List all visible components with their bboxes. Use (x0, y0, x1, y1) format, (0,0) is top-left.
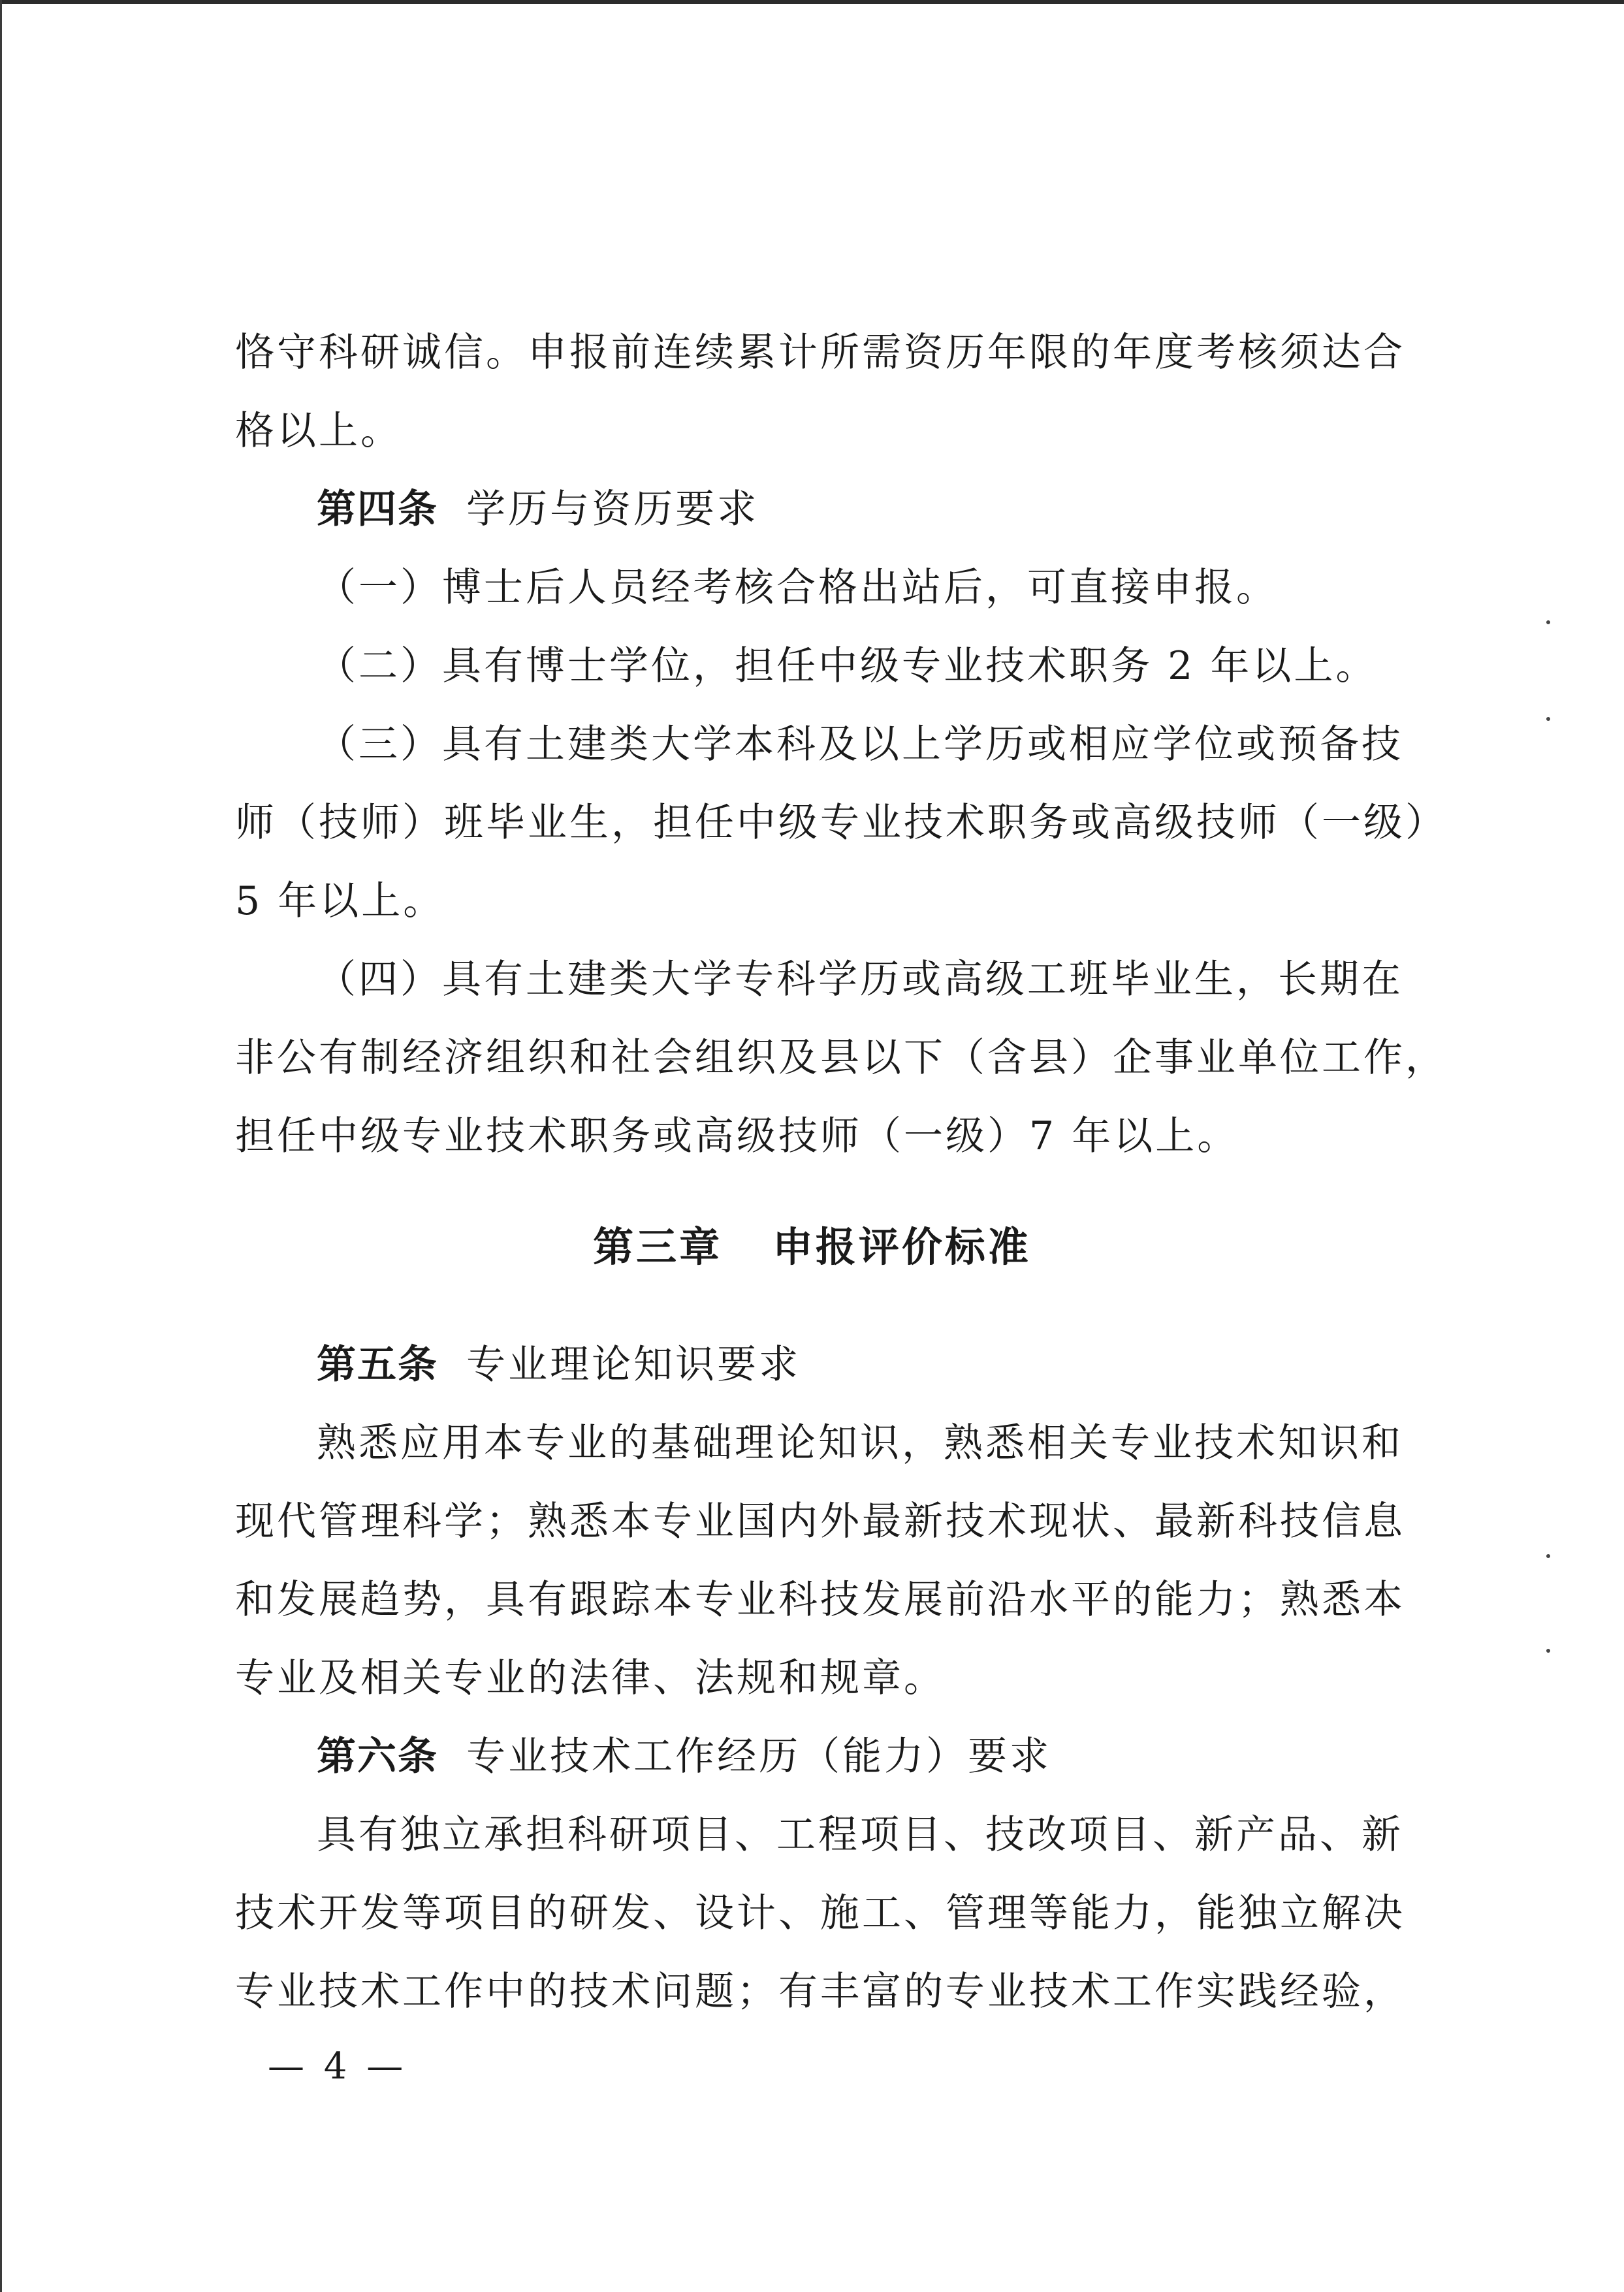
page-number: — 4 — (268, 2045, 407, 2088)
article6-line: 专业技术工作中的技术问题；有丰富的专业技术工作实践经验， (235, 1969, 1405, 2014)
article4-label: 第四条 (317, 486, 438, 532)
body-line: 格以上。 (235, 408, 402, 454)
scan-speck (1546, 1554, 1550, 1558)
chapter-heading (0, 1221, 1624, 1273)
article5-title: 专业理论知识要求 (466, 1342, 801, 1388)
article5-line: 和发展趋势，具有跟踪本专业科技发展前沿水平的能力；熟悉本 (235, 1577, 1405, 1623)
scan-edge-top (0, 0, 1624, 4)
article5-line: 现代管理科学；熟悉本专业国内外最新技术现状、最新科技信息 (235, 1499, 1405, 1544)
chapter-label: 第三章 (593, 1223, 723, 1271)
article4-item: （一）博士后人员经考核合格出站后，可直接申报。 (317, 565, 1278, 611)
body-line: 恪守科研诚信。申报前连续累计所需资历年限的年度考核须达合 (235, 330, 1405, 375)
article5-line: 熟悉应用本专业的基础理论知识，熟悉相关专业技术知识和 (317, 1420, 1403, 1466)
scan-edge-left (0, 0, 2, 2292)
article6-title: 专业技术工作经历（能力）要求 (466, 1734, 1052, 1779)
scan-speck (1546, 717, 1550, 721)
article4-item: （三）具有土建类大学本科及以上学历或相应学位或预备技 (317, 722, 1403, 767)
scan-speck (1546, 1649, 1550, 1653)
article4-item: （四）具有土建类大学专科学历或高级工班毕业生，长期在 (317, 957, 1403, 1002)
article5-label: 第五条 (317, 1342, 438, 1388)
article4-heading (317, 483, 759, 535)
article6-label: 第六条 (317, 1734, 438, 1779)
article4-title: 学历与资历要求 (466, 486, 759, 532)
article4-item: 师（技师）班毕业生，担任中级专业技术职务或高级技师（一级） (235, 800, 1447, 846)
article4-item: （二）具有博士学位，担任中级专业技术职务 2 年以上。 (317, 643, 1378, 689)
article4-item: 5 年以上。 (235, 878, 445, 924)
article6-heading (317, 1730, 1051, 1783)
article6-line: 技术开发等项目的研发、设计、施工、管理等能力，能独立解决 (235, 1890, 1405, 1936)
article5-heading (317, 1339, 801, 1391)
chapter-title: 申报评价标准 (772, 1223, 1031, 1271)
article4-item: 担任中级专业技术职务或高级技师（一级）7 年以上。 (235, 1113, 1239, 1159)
article5-line: 专业及相关专业的法律、法规和规章。 (235, 1655, 946, 1701)
scan-speck (1546, 620, 1550, 624)
article6-line: 具有独立承担科研项目、工程项目、技改项目、新产品、新 (317, 1812, 1403, 1858)
article4-item: 非公有制经济组织和社会组织及县以下（含县）企事业单位工作， (235, 1035, 1447, 1081)
